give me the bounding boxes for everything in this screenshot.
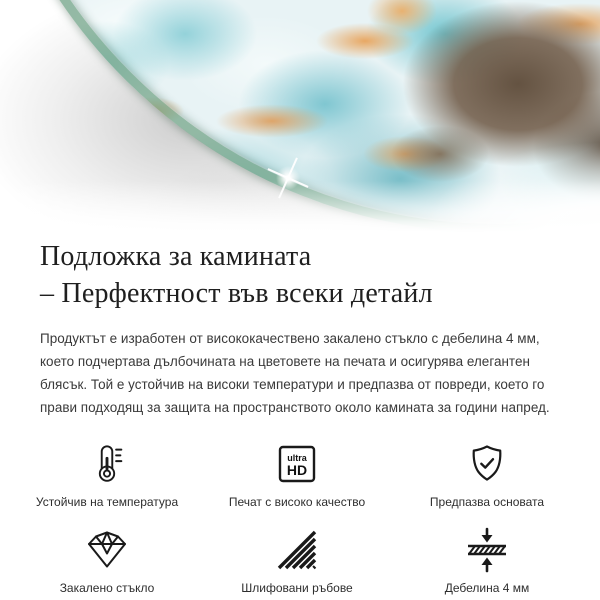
diamond-icon xyxy=(83,526,131,574)
thermometer-icon xyxy=(84,440,130,488)
feature-label: Дебелина 4 мм xyxy=(444,581,530,595)
page-title xyxy=(40,238,560,312)
feature-label: Устойчив на температура xyxy=(35,495,179,509)
feature-label: Предпазва основата xyxy=(429,495,545,509)
ultra-hd-text-small: ultra xyxy=(287,453,307,463)
thickness-icon xyxy=(464,526,510,574)
feature-polished-edges xyxy=(241,526,352,595)
features-grid xyxy=(12,440,600,595)
polished-edges-icon xyxy=(275,526,319,574)
page-title-line2: – Перфектност във всеки детайл xyxy=(40,278,433,309)
feature-thickness xyxy=(445,526,530,595)
ultra-hd-text-big: HD xyxy=(286,462,308,478)
feature-label: Шлифовани ръбове xyxy=(241,581,353,595)
feature-tempered-glass xyxy=(60,526,155,595)
ultra-hd-icon xyxy=(276,440,318,488)
feature-temperature xyxy=(36,440,178,509)
page-title-line1: Подложка за камината xyxy=(40,241,312,272)
feature-protects-base xyxy=(430,440,544,509)
product-image xyxy=(0,0,600,232)
image-bottom-fade xyxy=(0,0,600,232)
feature-label: Печат с високо качество xyxy=(228,495,366,509)
feature-label: Закалено стъкло xyxy=(59,581,155,595)
shield-check-icon xyxy=(465,440,509,488)
product-description: Продуктът е изработен от висококачествено закалено стъкло с дебелина 4 мм, което подчертава дълбочината на цветовете на печата и осигурява елегантен блясък. Той е устойчив на високи температури и предпазва от повреди, което го прави подходящ за защита на пространството около камината за години напред. xyxy=(40,331,550,415)
feature-print-quality xyxy=(229,440,365,509)
